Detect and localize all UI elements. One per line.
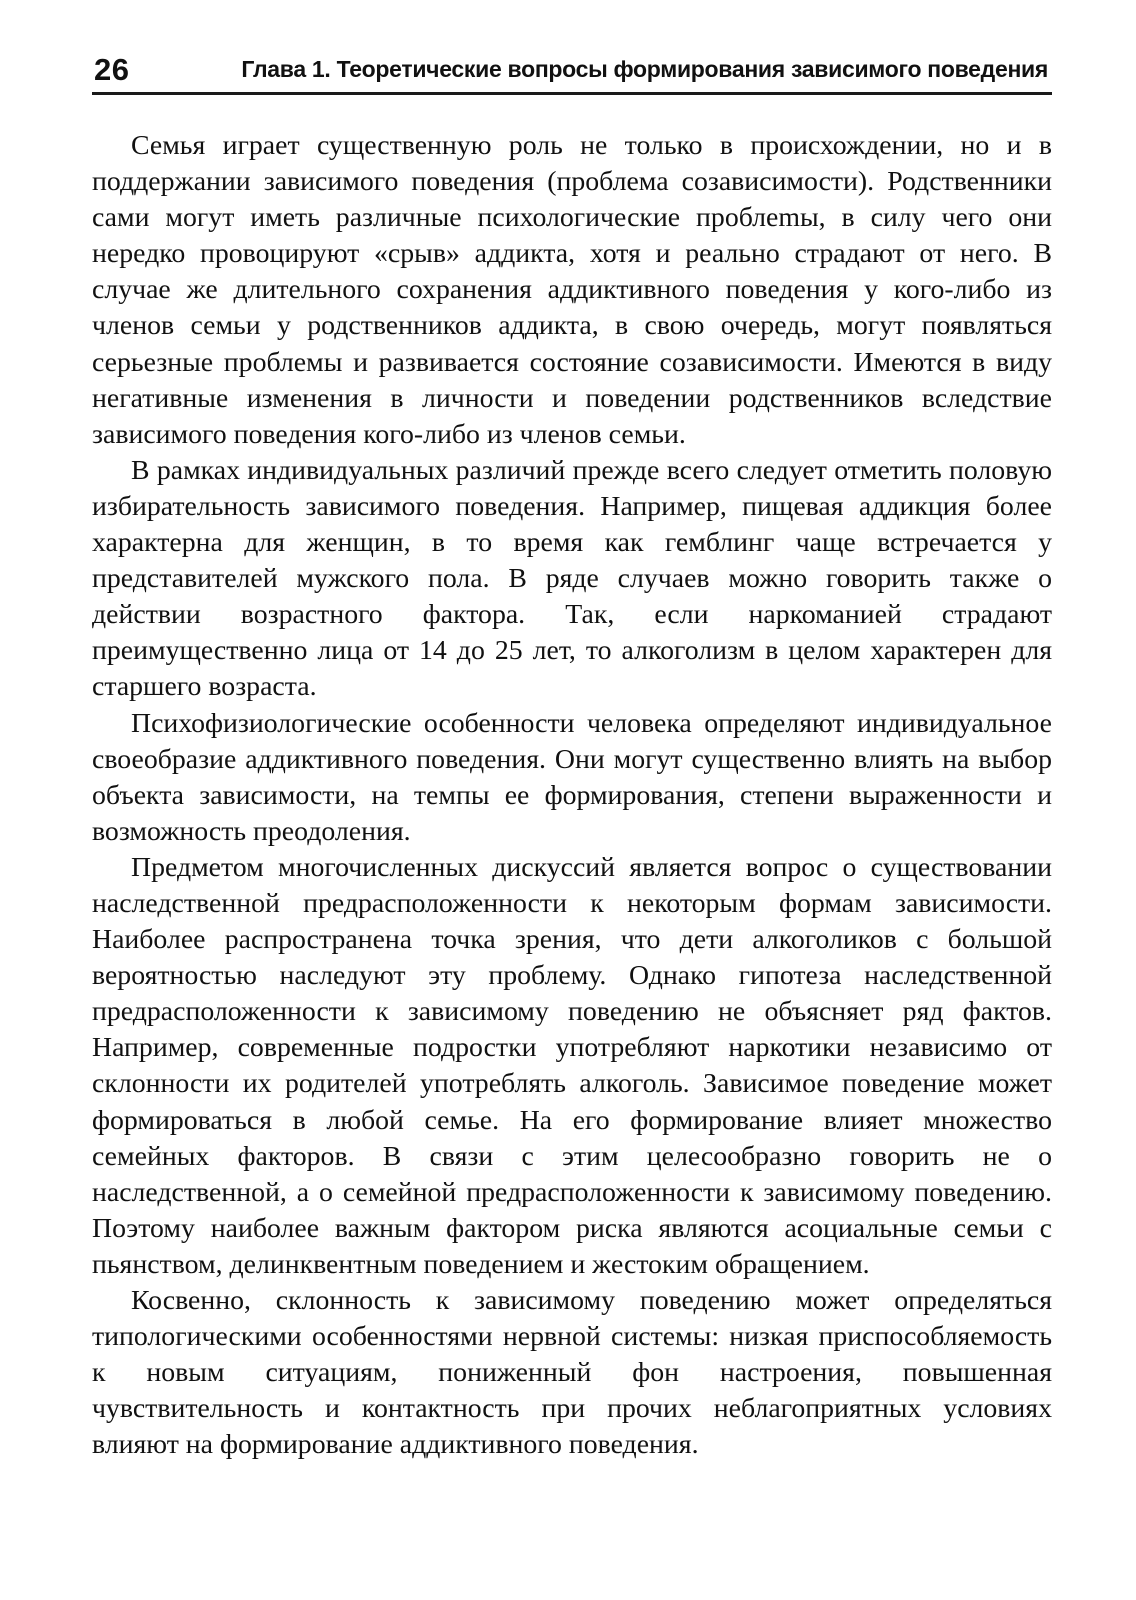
chapter-title: Глава 1. Теоретические вопросы формирования зависимого поведения xyxy=(241,56,1048,82)
running-header xyxy=(92,50,1052,95)
paragraph-family-role: Семья играет существенную роль не только в происхождении, но и в поддержании зависимого поведения (проблема созависимости). Родственники сами могут иметь различные психологические проблеmы, в силу чего они нередко провоцируют «срыв» аддикта, хотя и реально страдают от него. В случае же длительного сохранения аддиктивного поведения у кого-либо из членов семьи у родственников аддикта, в свою очередь, могут появляться серьезные проблемы и развивается состояние созависимости. Имеются в виду негативные изменения в личности и поведении родственников вследствие зависимого поведения кого-либо из членов семьи. xyxy=(92,130,1052,450)
page-number: 26 xyxy=(94,52,130,87)
paragraph-heredity: Предметом многочисленных дискуссий является вопрос о существовании наследственной предрасположенности к некоторым формам зависимости. Наиболее распространена точка зрения, что дети алкоголиков с большой вероятностью наследуют эту проблему. Однако гипотеза наследственной предрасположенности к зависимому поведению не объясняет ряд фактов. Например, современные подростки употребляют наркотики независимо от склонности их родителей употреблять алкоголь. Зависимое поведение может формироваться в любой семье. На его формирование влияет множество семейных факторов. В связи с этим целесообразно говорить не о наследственной, а о семейной предрасположенности к зависимому поведению. Поэтому наиболее важным фактором риска являются асоциальные семьи с пьянством, делинквентным поведением и жестоким обращением. xyxy=(92,851,1052,1280)
paragraph-individual-differences: В рамках индивидуальных различий прежде всего следует отметить половую избирательность зависимого поведения. Например, пищевая аддикция более характерна для женщин, в то время как гемблинг чаще встречается у представителей мужского пола. В ряде случаев можно говорить также о действии возрастного фактора. Так, если наркоманией страдают преимущественно лица от 14 до 25 лет, то алкоголизм в целом характерен для старшего возраста. xyxy=(92,454,1052,703)
paragraph-nervous-system: Косвенно, склонность к зависимому поведению может определяться типологическими особенностями нервной системы: низкая приспособляемость к новым ситуациям, пониженный фон настроения, повышенная чувствительность и контактность при прочих неблагоприятных условиях влияют на формирование аддиктивного поведения. xyxy=(92,1285,1052,1461)
body-text xyxy=(92,128,1052,1463)
paragraph-psychophysiology: Психофизиологические особенности человека определяют индивидуальное своеобразие аддиктивного поведения. Они могут существенно влиять на выбор объекта зависимости, на темпы ее формирования, степени выраженности и возможность преодоления. xyxy=(92,707,1052,847)
